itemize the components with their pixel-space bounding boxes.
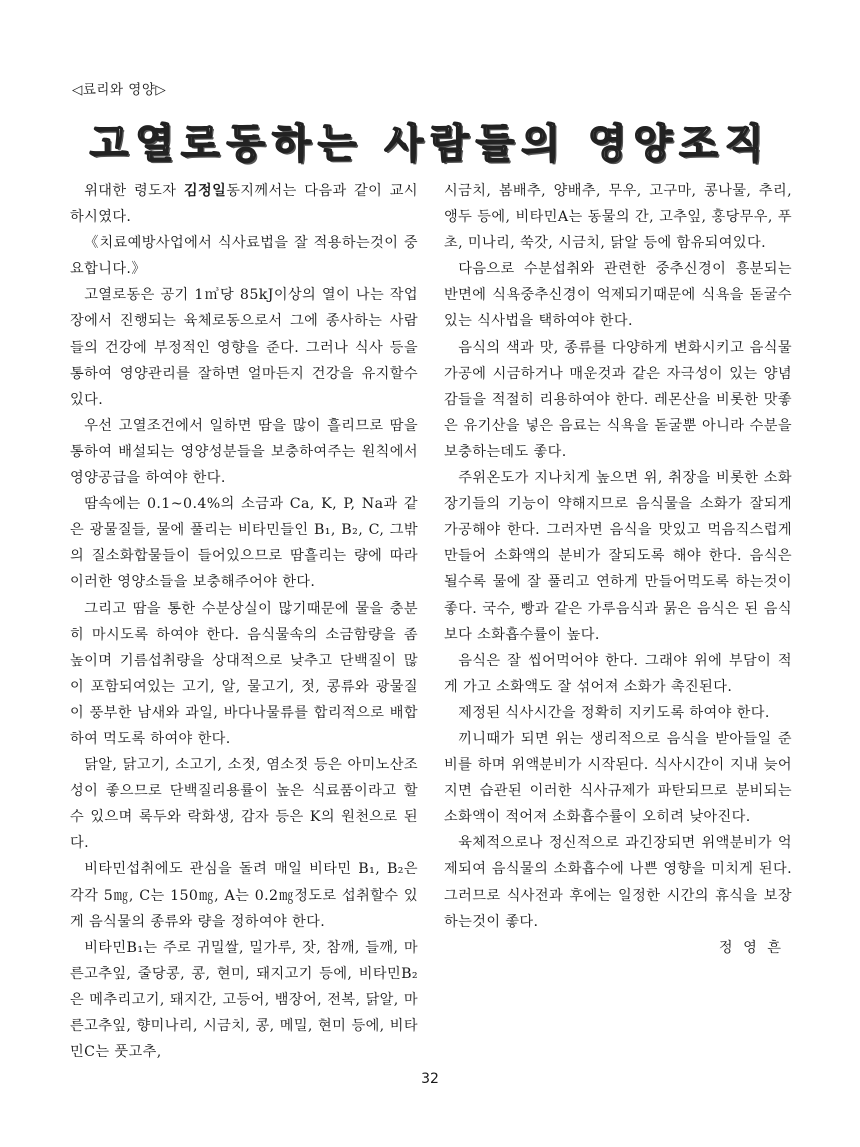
article-title: 고열로동하는 사람들의 영양조직	[89, 120, 771, 167]
paragraph: 다음으로 수분섭취와 관련한 중추신경이 흥분되는 반면에 식욕중추신경이 억제되기때문에 식욕을 돋굴수 있는 식사법을 택하여야 한다.	[444, 261, 792, 330]
page-number: 32	[421, 1071, 439, 1087]
paragraph: 주위온도가 지나치게 높으면 위, 취장을 비롯한 소화장기들의 기능이 약해지므로 음식물을 소화가 잘되게 가공해야 한다. 그러자면 음식을 맛있고 먹음직스럽게 만들어 소화액의 분비가 잘되도록 해야 한다. 음식은 될수록 물에 잘 풀리고 연하게 만들어먹도록 하는것이 좋다. 국수, 빵과 같은 가루음식과 묽은 음식은 된 음식보다 소화흡수률이 높다.	[444, 470, 792, 643]
paragraph: 음식은 잘 씹어먹어야 한다. 그래야 위에 부담이 적게 가고 소화액도 잘 섞어져 소화가 촉진된다.	[444, 652, 792, 695]
intro-paragraph	[70, 178, 418, 230]
paragraph: 비타민섭취에도 관심을 돌려 매일 비타민 B₁, B₂은 각각 5㎎, C는 150㎎, A는 0.2㎎정도로 섭취할수 있게 음식물의 종류와 량을 정하여야 한다.	[70, 861, 418, 930]
right-column	[444, 178, 792, 961]
paragraph: 제정된 식사시간을 정확히 지키도록 하여야 한다.	[458, 704, 770, 721]
paragraph: 육체적으로나 정신적으로 과긴장되면 위액분비가 억제되여 음식물의 소화흡수에 나쁜 영향을 미치게 된다. 그러므로 식사전과 후에는 일정한 시간의 휴식을 보장하는것이 좋다.	[444, 835, 792, 930]
intro-text-a: 위대한 령도자	[84, 183, 184, 199]
intro-text-b: 동지께서는 다음과 같이 교시하시였다.	[70, 183, 418, 226]
author-name: 정 영 흔	[718, 939, 784, 956]
paragraph: 시금치, 봄배추, 양배추, 무우, 고구마, 콩나물, 추리, 앵두 등에, 비타민A는 동물의 간, 고추잎, 홍당무우, 푸초, 미나리, 쑥갓, 시금치, 닭알 등에 함유되여있다.	[444, 183, 792, 252]
paragraph: 닭알, 닭고기, 소고기, 소젓, 염소젓 등은 아미노산조성이 좋으므로 단백질리용률이 높은 식료품이라고 할수 있으며 록두와 락화생, 감자 등은 K의 원천으로 된다.	[70, 757, 418, 852]
paragraph: 땀속에는 0.1~0.4%의 소금과 Ca, K, P, Na과 같은 광물질들, 물에 풀리는 비타민들인 B₁, B₂, C, 그밖의 질소화합물들이 들어있으므로 땀흘리는 량에 따라 이러한 영양소들을 보충해주어야 한다.	[70, 496, 418, 591]
quote-paragraph: 《치료예방사업에서 식사료법을 잘 적용하는것이 중요합니다.》	[70, 235, 418, 278]
leader-name: 김정일	[183, 183, 227, 199]
section-label: ◁료리와 영양▷	[72, 82, 167, 98]
paragraph: 우선 고열조건에서 일하면 땀을 많이 흘리므로 땀을 통하여 배설되는 영양성분들을 보충하여주는 원칙에서 영양공급을 하여야 한다.	[70, 417, 418, 487]
paragraph: 음식의 색과 맛, 종류를 다양하게 변화시키고 음식물가공에 시금하거나 매운것과 같은 자극성이 있는 양념감들을 적절히 리용하여야 한다. 레몬산을 비롯한 맛좋은 유기산을 넣은 음료는 식욕을 돋굴뿐 아니라 수분을 보충하는데도 좋다.	[444, 339, 792, 460]
paragraph: 끼니때가 되면 위는 생리적으로 음식을 받아들일 준비를 하며 위액분비가 시작된다. 식사시간이 지내 늦어지면 습관된 이러한 식사규제가 파탄되므로 분비되는 소화액이 적어져 소화흡수률이 오히려 낮아진다.	[444, 730, 792, 826]
paragraph: 고열로동은 공기 1㎥당 85kJ이상의 열이 나는 작업장에서 진행되는 육체로동으로서 그에 종사하는 사람들의 건강에 부정적인 영향을 준다. 그러나 식사 등을 통하여 영양관리를 잘하면 얼마든지 건강을 유지할수 있다.	[70, 287, 418, 408]
paragraph: 비타민B₁는 주로 귀밀쌀, 밀가루, 잣, 참깨, 들깨, 마른고추잎, 줄당콩, 콩, 현미, 돼지고기 등에, 비타민B₂은 메추리고기, 돼지간, 고등어, 뱀장어, 전복, 닭알, 마른고추잎, 향미나리, 시금치, 콩, 메밀, 현미 등에, 비타민C는 풋고추,	[70, 939, 418, 1061]
left-column	[70, 178, 418, 1065]
paragraph: 그리고 땀을 통한 수분상실이 많기때문에 물을 충분히 마시도록 하여야 한다. 음식물속의 소금함량을 좀 높이며 기름섭취량을 상대적으로 낮추고 단백질이 많이 포함되여있는 고기, 알, 물고기, 젓, 콩류와 광물질이 풍부한 남새와 과일, 바다나물류를 합리적으로 배합하여 먹도록 하여야 한다.	[70, 600, 418, 747]
